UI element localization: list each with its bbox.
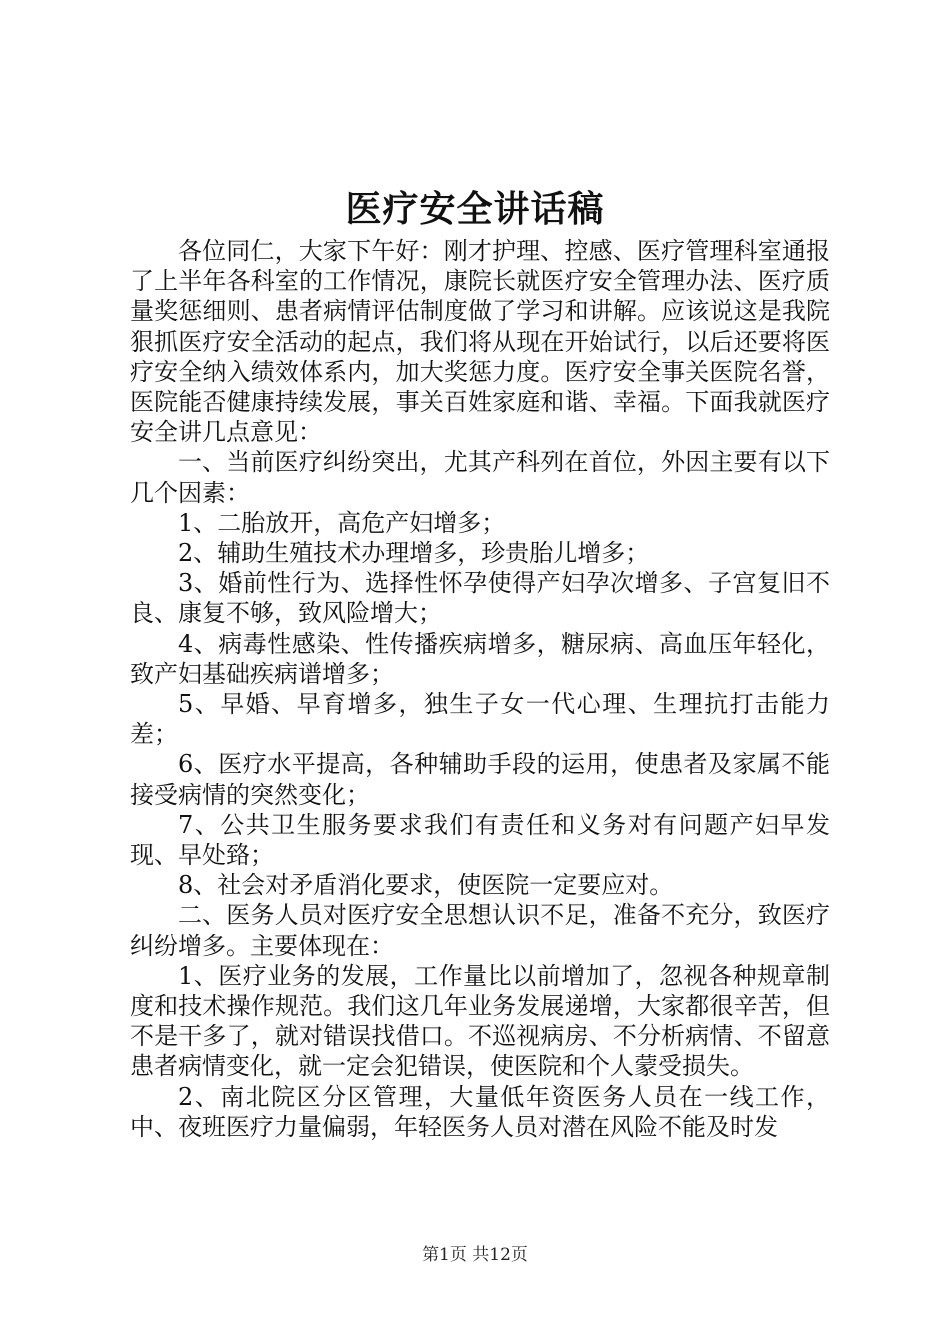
paragraph-item: 5、早婚、早育增多，独生子女一代心理、生理抗打击能力差；	[130, 690, 830, 749]
document-title: 医疗安全讲话稿	[345, 188, 605, 230]
paragraph-item: 1、医疗业务的发展，工作量比以前增加了，忽视各种规章制度和技术操作规范。我们这几年业务发展递增，大家都很辛苦，但不是干多了，就对错误找借口。不巡视病房、不分析病情、不留意患者病情变化，就一定会犯错误，使医院和个人蒙受损失。	[130, 961, 830, 1081]
paragraph-section-two-heading: 二、医务人员对医疗安全思想认识不足，准备不充分，致医疗纠纷增多。主要体现在：	[130, 901, 830, 960]
paragraph-item: 2、南北院区分区管理，大量低年资医务人员在一线工作，中、夜班医疗力量偏弱，年轻医务人员对潜在风险不能及时发	[130, 1082, 830, 1141]
paragraph-item: 4、病毒性感染、性传播疾病增多，糖尿病、高血压年轻化，致产妇基础疾病谱增多；	[130, 629, 830, 688]
paragraph-item: 7、公共卫生服务要求我们有责任和义务对有问题产妇早发现、早处臵；	[130, 810, 830, 870]
paragraph-item: 6、医疗水平提高，各种辅助手段的运用，使患者及家属不能接受病情的突然变化；	[130, 750, 830, 809]
page-number: 第1页 共12页	[422, 1245, 528, 1265]
paragraph-intro: 各位同仁，大家下午好：刚才护理、控感、医疗管理科室通报了上半年各科室的工作情况，康院长就医疗安全管理办法、医疗质量奖惩细则、患者病情评估制度做了学习和讲解。应该说这是我院狠抓医疗安全活动的起点，我们将从现在开始试行，以后还要将医疗安全纳入绩效体系内，加大奖惩力度。医疗安全事关医院名誉，医院能否健康持续发展，事关百姓家庭和谐、幸福。下面我就医疗安全讲几点意见：	[130, 237, 830, 447]
paragraph-item: 2、辅助生殖技术办理增多，珍贵胎儿增多；	[178, 539, 650, 568]
paragraph-item: 3、婚前性行为、选择性怀孕使得产妇孕次增多、子宫复旧不良、康复不够，致风险增大；	[130, 569, 830, 628]
paragraph-item: 8、社会对矛盾消化要求，使医院一定要应对。	[178, 871, 674, 900]
paragraph-section-one-heading: 一、当前医疗纠纷突出，尤其产科列在首位，外因主要有以下几个因素：	[130, 448, 830, 507]
paragraph-item: 1、二胎放开，高危产妇增多；	[178, 508, 506, 537]
document-body	[130, 236, 830, 1142]
